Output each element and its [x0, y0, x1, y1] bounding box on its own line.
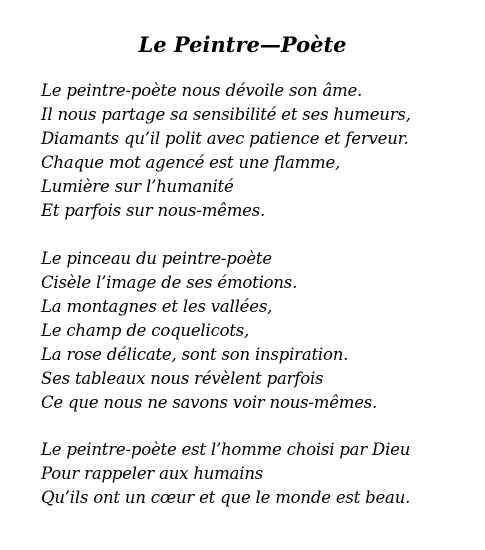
poem-line: La montagnes et les vallées, — [41, 297, 273, 316]
poem-line: Diamants qu’il polit avec patience et ferveur. — [41, 129, 409, 148]
stanza-1 — [41, 79, 411, 223]
poem-line: Pour rappeler aux humains — [41, 464, 264, 483]
poem-line: Lumière sur l’humanité — [41, 177, 234, 196]
poem-line: Ce que nous ne savons voir nous-mêmes. — [41, 393, 378, 412]
poem-line: La rose délicate, sont son inspiration. — [41, 345, 349, 364]
poem-title: Le Peintre—Poète — [138, 32, 347, 57]
poem-line: Le champ de coquelicots, — [41, 321, 250, 340]
poem-line: Le peintre-poète nous dévoile son âme. — [41, 81, 363, 100]
poem-line: Le peintre-poète est l’homme choisi par Dieu — [41, 440, 411, 459]
poem-line: Qu’ils ont un cœur et que le monde est beau. — [41, 488, 411, 507]
poem-line: Ses tableaux nous révèlent parfois — [41, 369, 324, 388]
poem-line: Il nous partage sa sensibilité et ses humeurs, — [41, 105, 411, 124]
poem-line: Et parfois sur nous-mêmes. — [41, 201, 266, 220]
poem-line: Chaque mot agencé est une flamme, — [41, 153, 341, 172]
poem-line: Le pinceau du peintre-poète — [41, 249, 272, 268]
stanza-2 — [41, 247, 377, 415]
poem-line: Cisèle l’image de ses émotions. — [41, 273, 298, 292]
stanza-3 — [41, 438, 410, 510]
